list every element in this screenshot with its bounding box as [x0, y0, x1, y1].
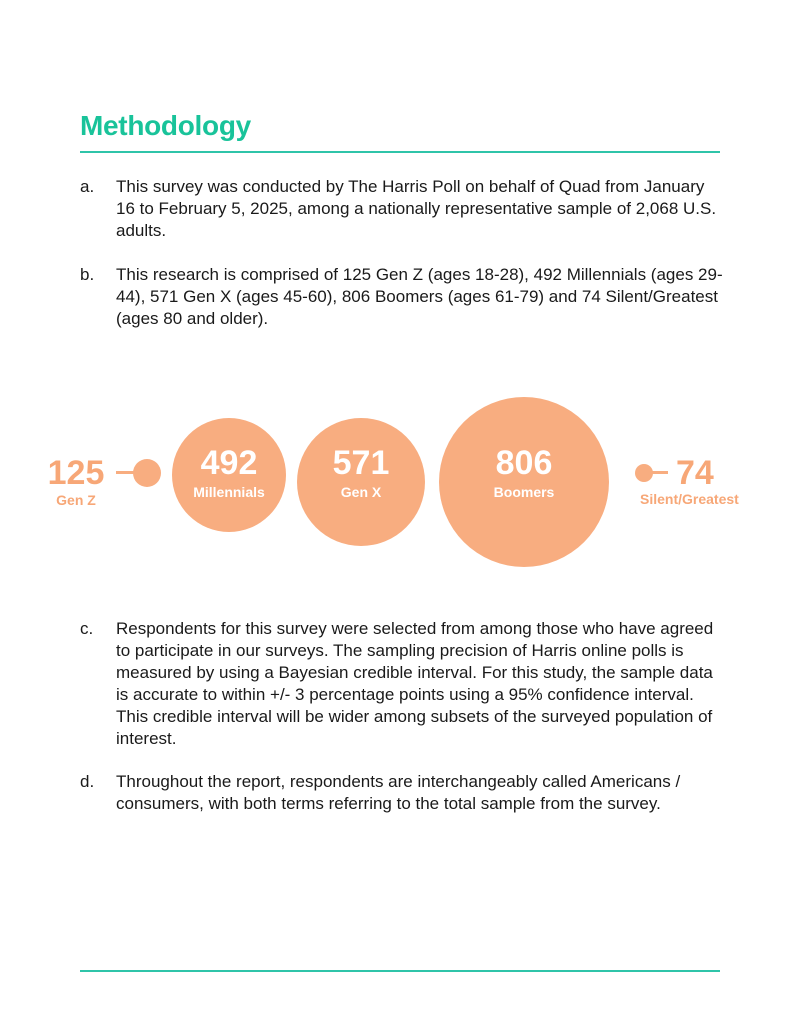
- genz-count: 125: [47, 454, 105, 492]
- item-text: Throughout the report, respondents are interchangeably called Americans / consumers, with both terms referring to the total sample from the survey.: [116, 772, 681, 813]
- methodology-item-a: [80, 176, 725, 242]
- item-letter: d.: [80, 772, 95, 791]
- genz-bubble: [133, 459, 161, 487]
- boomers-count: 806: [495, 444, 553, 482]
- item-letter: c.: [80, 619, 94, 638]
- genz-label: Gen Z: [56, 492, 96, 508]
- methodology-item-c: [80, 618, 725, 750]
- silent-label: Silent/Greatest: [640, 491, 739, 507]
- item-text: This survey was conducted by The Harris Poll on behalf of Quad from January 16 to February 5, 2025, among a nationally representative sample of 2,068 U.S. adults.: [116, 177, 717, 240]
- title-divider: [80, 151, 720, 153]
- genx-bubble: [297, 418, 425, 546]
- genz-callout: [40, 455, 112, 509]
- item-letter: b.: [80, 265, 95, 284]
- millennials-count: 492: [200, 444, 258, 482]
- page-title: Methodology: [80, 110, 251, 141]
- silent-connector: [650, 471, 668, 474]
- millennials-label: Millennials: [193, 484, 265, 500]
- footer-divider: [80, 970, 720, 972]
- item-text: Respondents for this survey were selected from among those who have agreed to participate in our surveys. The sampling precision of Harris online polls is measured by using a Bayesian credible interval. For this study, the sample data is accurate to within +/- 3 percentage points using a 95% confidence interval. This credible interval will be wider among subsets of the surveyed population of interest.: [116, 619, 714, 748]
- item-letter: a.: [80, 177, 95, 196]
- methodology-item-d: [80, 771, 725, 815]
- genx-count: 571: [332, 444, 390, 482]
- genx-label: Gen X: [340, 484, 382, 500]
- silent-count: 74: [676, 454, 714, 492]
- millennials-bubble: [172, 418, 286, 532]
- boomers-label: Boomers: [493, 484, 555, 500]
- boomers-bubble: [439, 397, 609, 567]
- methodology-item-b: [80, 264, 725, 330]
- item-text: This research is comprised of 125 Gen Z (ages 18-28), 492 Millennials (ages 29-44), 571 Gen X (ages 45-60), 806 Boomers (ages 61-79) and 74 Silent/Greatest (ages 80 and older).: [116, 265, 723, 328]
